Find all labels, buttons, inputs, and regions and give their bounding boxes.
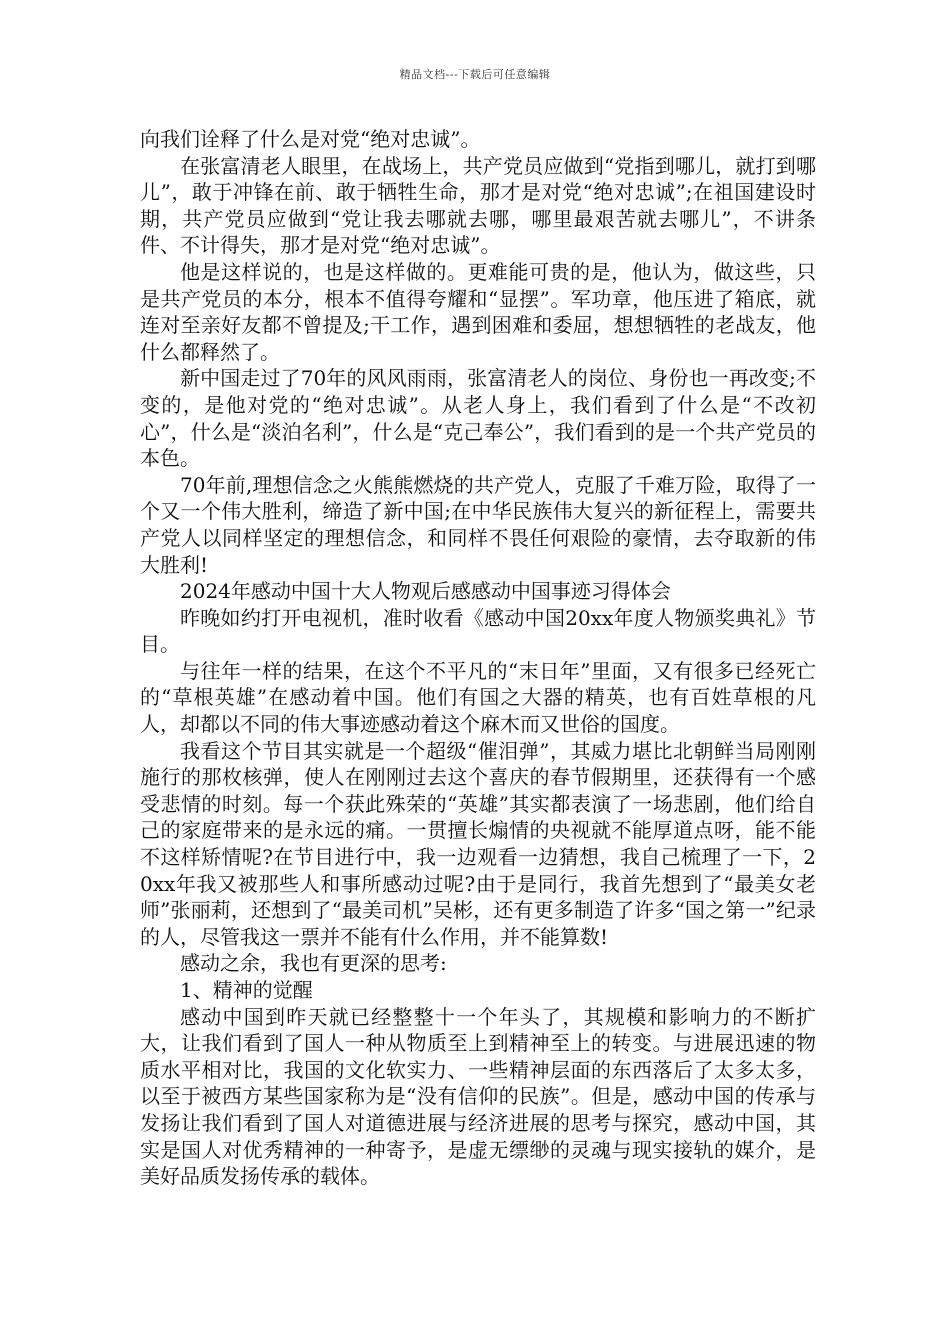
paragraph-4: 新中国走过了70年的风风雨雨，张富清老人的岗位、身份也一再改变;不变的，是他对党的“绝对忠诚”。从老人身上，我们看到了什么是“不改初心”，什么是“淡泊名利”，什么是“克己奉公”，我们看到的是一个共产党员的本色。 bbox=[140, 366, 816, 471]
paragraph-9: 我看这个节目其实就是一个超级“催泪弹”，其威力堪比北朝鲜当局刚刚施行的那枚核弹，使人在刚刚过去这个喜庆的春节假期里，还获得有一个感受悲情的时刻。每一个获此殊荣的“英雄”其实都表演了一场悲剧，他们给自己的家庭带来的是永远的痛。一贯擅长煽情的央视就不能厚道点呀，能不能不这样矫情呢?在节目进行中，我一边观看一边猜想，我自己梳理了一下，20xx年我又被那些人和事所感动过呢?由于是同行，我首先想到了“最美女老师”张丽莉，还想到了“最美司机”吴彬，还有更多制造了许多“国之第一”纪录的人，尽管我这一票并不能有什么作用，并不能算数! bbox=[140, 738, 816, 949]
subheading-spirit-awakening: 1、精神的觉醒 bbox=[180, 978, 313, 1002]
page-header: 精品文档---下载后可任意编辑 bbox=[399, 68, 551, 81]
paragraph-3: 他是这样说的，也是这样做的。更难能可贵的是，他认为，做这些，只是共产党员的本分，根本不值得夸耀和“显摆”。军功章，他压进了箱底，就连对至亲好友都不曾提及;干工作，遇到困难和委屈，想想牺牲的老战友，他什么都释然了。 bbox=[140, 259, 816, 364]
document-body bbox=[140, 126, 816, 1190]
paragraph-2: 在张富清老人眼里，在战场上，共产党员应做到“党指到哪儿，就打到哪儿”，敢于冲锋在前、敢于牺牲生命，那才是对党“绝对忠诚”;在祖国建设时期，共产党员应做到“党让我去哪就去哪，哪里最艰苦就去哪儿”，不讲条件、不计得失，那才是对党“绝对忠诚”。 bbox=[140, 153, 816, 258]
paragraph-12: 感动中国到昨天就已经整整十一个年头了，其规模和影响力的不断扩大，让我们看到了国人一种从物质至上到精神至上的转变。与进展迅速的物质水平相对比，我国的文化软实力、一些精神层面的东西落后了太多太多，以至于被西方某些国家称为是“没有信仰的民族”。但是，感动中国的传承与发扬让我们看到了国人对道德进展与经济进展的思考与探究，感动中国，其实是国人对优秀精神的一种寄予，是虚无缥缈的灵魂与现实接轨的媒介，是美好品质发扬传承的载体。 bbox=[140, 1004, 816, 1189]
paragraph-5: 70年前,理想信念之火熊熊燃烧的共产党人，克服了千难万险，取得了一个又一个伟大胜利，缔造了新中国;在中华民族伟大复兴的新征程上，需要共产党人以同样坚定的理想信念，和同样不畏任何艰险的豪情，去夺取新的伟大胜利! bbox=[140, 472, 816, 577]
section-title: 2024年感动中国十大人物观后感感动中国事迹习得体会 bbox=[180, 579, 671, 604]
paragraph-10: 感动之余，我也有更深的思考: bbox=[180, 951, 447, 976]
paragraph-1: 向我们诠释了什么是对党“绝对忠诚”。 bbox=[140, 127, 481, 151]
paragraph-7: 昨晚如约打开电视机，准时收看《感动中国20xx年度人物颁奖典礼》节目。 bbox=[140, 605, 816, 657]
paragraph-8: 与往年一样的结果，在这个不平凡的“末日年”里面，又有很多已经死亡的“草根英雄”在感动着中国。他们有国之大器的精英，也有百姓草根的凡人，却都以不同的伟大事迹感动着这个麻木而又世俗的国度。 bbox=[140, 658, 816, 737]
